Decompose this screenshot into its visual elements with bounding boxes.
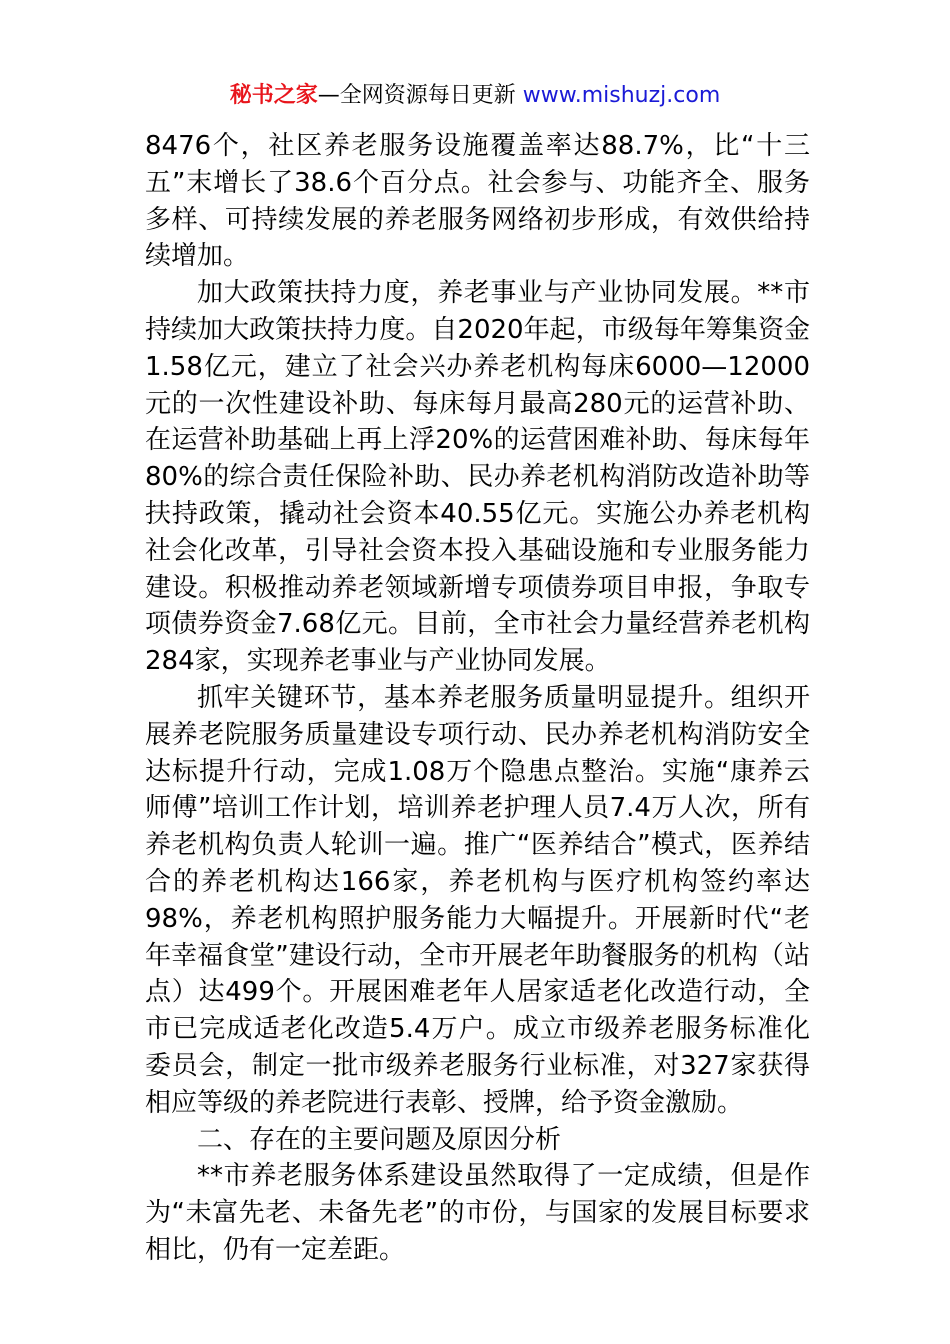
site-tagline: —全网资源每日更新 [317, 83, 523, 108]
site-url-link[interactable]: www.mishuzj.com [522, 83, 721, 108]
paragraph-policy-support: 加大政策扶持力度，养老事业与产业协同发展。**市持续加大政策扶持力度。自2020年起，市级每年筹集资金1.58亿元，建立了社会兴办养老机构每床6000—12000元的一次性建设补助、每床每月最高280元的运营补助、在运营补助基础上再上浮20%的运营困难补助、每床每年80%的综合责任保险补助、民办养老机构消防改造补助等扶持政策，撬动社会资本40.55亿元。实施公办养老机构社会化改革，引导社会资本投入基础设施和专业服务能力建设。积极推动养老领域新增专项债券项目申报，争取专项债券资金7.68亿元。目前，全市社会力量经营养老机构284家，实现养老事业与产业协同发展。 [145, 278, 810, 677]
paragraph-service-quality: 抓牢关键环节，基本养老服务质量明显提升。组织开展养老院服务质量建设专项行动、民办养老机构消防安全达标提升行动，完成1.08万个隐患点整治。实施“康养云师傅”培训工作计划，培训养老护理人员7.4万人次，所有养老机构负责人轮训一遍。推广“医养结合”模式，医养结合的养老机构达166家，养老机构与医疗机构签约率达98%，养老机构照护服务能力大幅提升。开展新时代“老年幸福食堂”建设行动，全市开展老年助餐服务的机构（站点）达499个。开展困难老年人居家适老化改造行动，全市已完成适老化改造5.4万户。成立市级养老服务标准化委员会，制定一批市级养老服务行业标准，对327家获得相应等级的养老院进行表彰、授牌，给予资金激励。 [145, 682, 810, 1118]
site-header [0, 80, 950, 112]
site-brand: 秘书之家 [229, 83, 318, 108]
paragraph-continuation: 8476个，社区养老服务设施覆盖率达88.7%，比“十三五”末增长了38.6个百分点。社会参与、功能齐全、服务多样、可持续发展的养老服务网络初步形成，有效供给持续增加。 [145, 131, 810, 272]
document-body [145, 128, 810, 1269]
section-heading: 二、存在的主要问题及原因分析 [197, 1124, 562, 1155]
paragraph-problems-intro: **市养老服务体系建设虽然取得了一定成绩，但是作为“未富先老、未备先老”的市份，与国家的发展目标要求相比，仍有一定差距。 [145, 1161, 810, 1265]
